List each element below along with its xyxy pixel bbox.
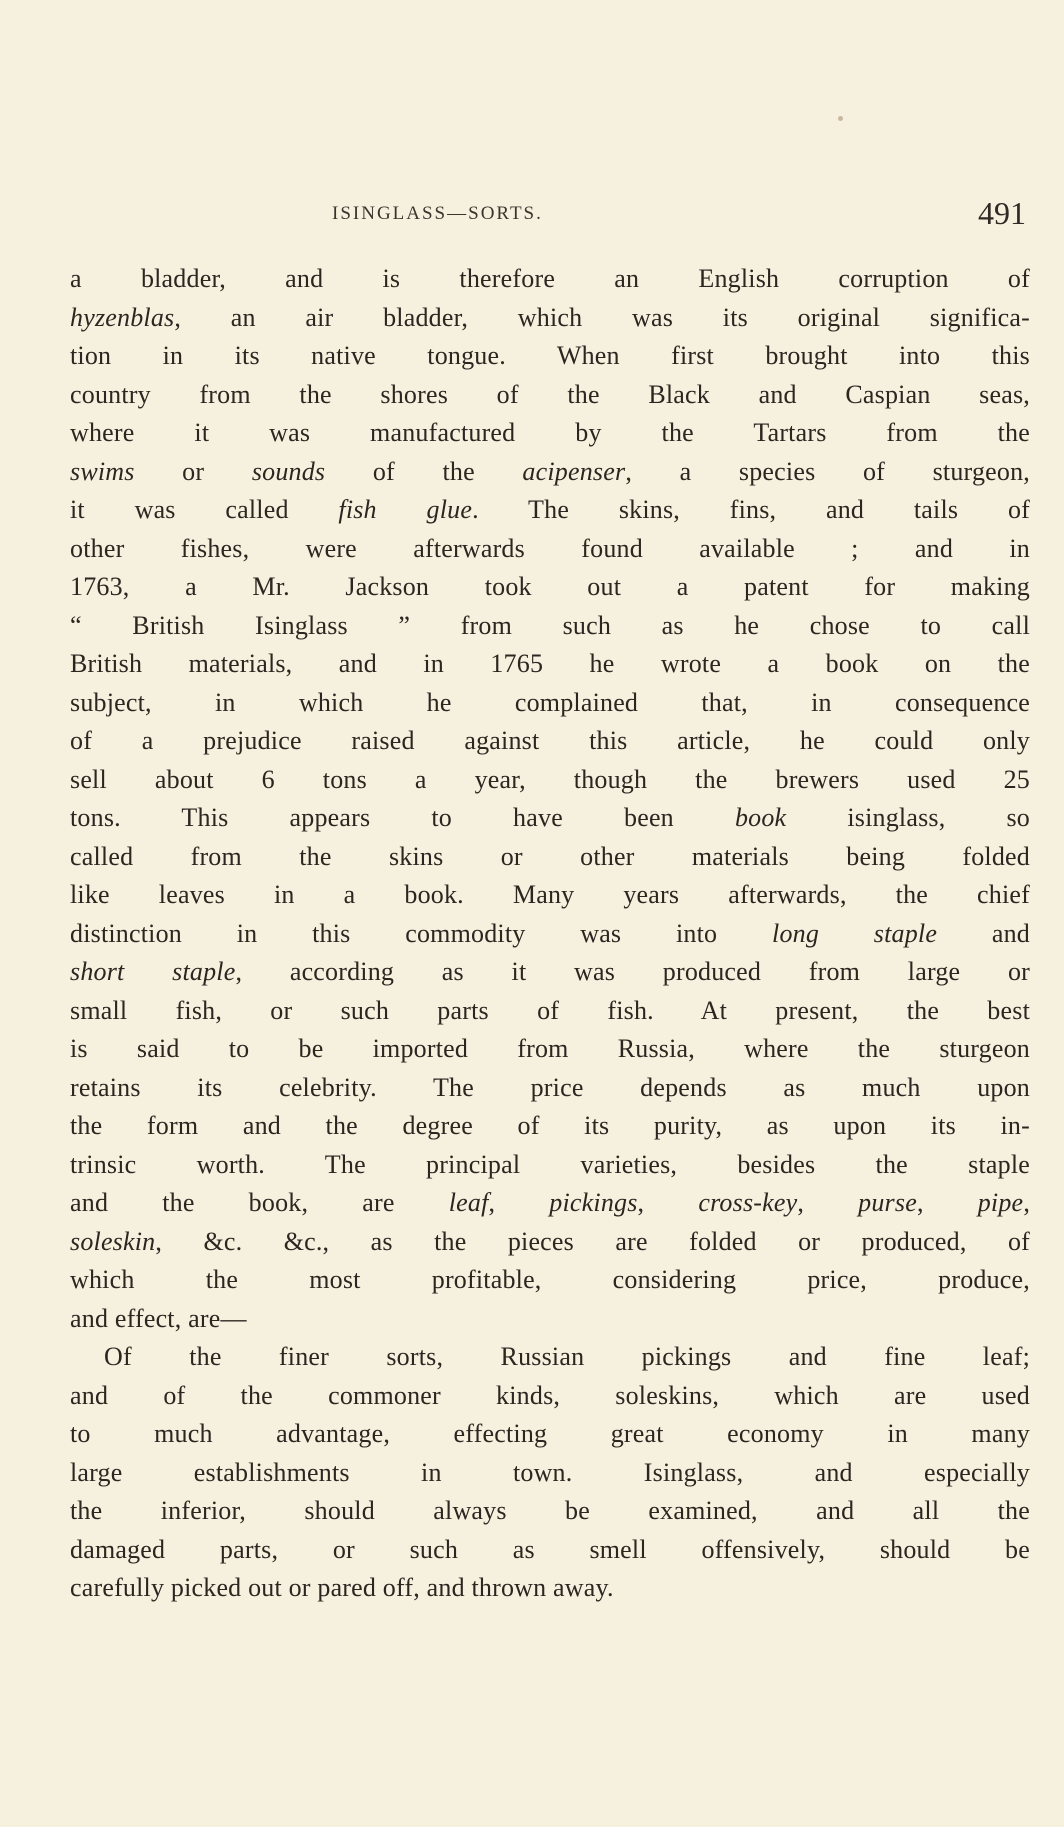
- text-run: carefully picked out or pared off, and thrown away.: [70, 1573, 614, 1602]
- text-line: [70, 722, 1030, 761]
- paragraph: [70, 1338, 1030, 1608]
- italic-term: leaf: [448, 1188, 489, 1217]
- page-number: 491: [978, 195, 1026, 231]
- text-run: retains its celebrity. The price depends as much upon: [70, 1072, 1030, 1102]
- text-line: [70, 1223, 1030, 1262]
- text-run: damaged parts, or such as smell offensively, should be: [70, 1534, 1030, 1564]
- text-line: [70, 1377, 1030, 1416]
- text-line: [70, 1107, 1030, 1146]
- text-line: [70, 799, 1030, 838]
- text-run: 1763, a Mr. Jackson took out a patent for making: [70, 572, 1030, 601]
- running-head: ISINGLASS—SORTS.: [332, 203, 543, 224]
- text-run: large establishments in town. Isinglass, and especially: [70, 1457, 1030, 1487]
- text-line: [70, 761, 1030, 800]
- text-run: trinsic worth. The principal varieties, besides the staple: [70, 1149, 1030, 1179]
- paper-speck: [838, 116, 843, 121]
- text-line: [70, 953, 1030, 992]
- italic-term: pickings: [549, 1188, 638, 1217]
- text-line: [70, 568, 1030, 607]
- text-run: where it was manufactured by the Tartars from the: [70, 418, 1030, 447]
- italic-term: long staple: [772, 918, 938, 948]
- text-run: , &c. &c., as the pieces are folded or produced, of: [155, 1226, 1030, 1256]
- text-line: [70, 299, 1030, 338]
- italic-term: sounds: [251, 456, 326, 486]
- text-line: [70, 1531, 1030, 1570]
- text-run: British materials, and in 1765 he wrote a book on the: [70, 649, 1030, 678]
- text-line: [70, 1146, 1030, 1185]
- text-line: [70, 645, 1030, 684]
- text-run: ,: [797, 1188, 859, 1217]
- italic-term: short staple: [70, 957, 236, 986]
- text-line: [70, 1569, 1030, 1608]
- text-run: other fishes, were afterwards found available ; and in: [70, 533, 1030, 563]
- text-run: tons. This appears to have been: [70, 803, 735, 832]
- italic-term: soleskin: [70, 1226, 156, 1256]
- text-line: [70, 876, 1030, 915]
- text-line: [70, 915, 1030, 954]
- body-text: [70, 260, 1030, 1608]
- text-run: country from the shores of the Black and Caspian seas,: [70, 379, 1030, 409]
- text-run: Of the finer sorts, Russian pickings and fine leaf;: [104, 1342, 1030, 1371]
- text-run: it was called: [70, 495, 339, 524]
- italic-term: acipenser: [522, 456, 626, 486]
- italic-term: pipe: [977, 1188, 1024, 1217]
- text-line: [70, 1300, 1030, 1339]
- text-run: tion in its native tongue. When first brought into this: [70, 341, 1030, 370]
- text-line: [70, 1492, 1030, 1531]
- text-line: [70, 1069, 1030, 1108]
- italic-term: cross-key: [698, 1188, 798, 1217]
- text-run: and effect, are—: [70, 1303, 247, 1333]
- italic-term: book: [734, 803, 787, 832]
- text-run: sell about 6 tons a year, though the brewers used 25: [70, 764, 1030, 794]
- text-run: ,: [637, 1188, 699, 1217]
- text-run: and of the commoner kinds, soleskins, which are used: [70, 1380, 1030, 1410]
- italic-term: purse: [858, 1188, 917, 1217]
- text-run: subject, in which he complained that, in consequence: [70, 687, 1030, 717]
- text-line: [70, 1184, 1030, 1223]
- text-run: which the most profitable, considering price, produce,: [70, 1265, 1030, 1294]
- text-line: [70, 337, 1030, 376]
- text-line: [70, 453, 1030, 492]
- text-line: [70, 260, 1030, 299]
- text-line: [70, 992, 1030, 1031]
- italic-term: swims: [70, 456, 135, 486]
- text-run: is said to be imported from Russia, where the sturgeon: [70, 1034, 1030, 1063]
- text-run: and the book, are: [70, 1188, 449, 1217]
- text-run: “ British Isinglass ” from such as he chose to call: [70, 610, 1030, 640]
- text-line: [70, 607, 1030, 646]
- text-line: [70, 414, 1030, 453]
- paragraph: [70, 260, 1030, 1338]
- text-line: [70, 1030, 1030, 1069]
- text-line: [70, 1454, 1030, 1493]
- text-run: , an air bladder, which was its original significa-: [174, 302, 1030, 332]
- text-run: , according as it was produced from large or: [235, 957, 1031, 986]
- text-run: to much advantage, effecting great economy in many: [70, 1419, 1030, 1448]
- text-run: . The skins, fins, and tails of: [472, 495, 1030, 524]
- text-line: [70, 1415, 1030, 1454]
- text-line: [70, 491, 1030, 530]
- page-header: [70, 195, 1040, 235]
- text-line: [70, 530, 1030, 569]
- text-run: a bladder, and is therefore an English corruption of: [70, 264, 1030, 293]
- text-line: [70, 1338, 1030, 1377]
- text-line: [70, 1261, 1030, 1300]
- text-run: the form and the degree of its purity, as upon its in-: [70, 1111, 1030, 1140]
- italic-term: fish glue: [338, 495, 473, 524]
- text-line: [70, 838, 1030, 877]
- text-line: [70, 376, 1030, 415]
- text-line: [70, 684, 1030, 723]
- text-run: of the: [325, 456, 523, 486]
- text-run: distinction in this commodity was into: [70, 918, 773, 948]
- text-run: , a species of sturgeon,: [625, 456, 1030, 486]
- text-run: the inferior, should always be examined, and all the: [70, 1496, 1030, 1525]
- text-run: or: [134, 456, 252, 486]
- text-run: ,: [1023, 1188, 1031, 1217]
- italic-term: hyzenblas: [70, 302, 175, 332]
- text-run: isinglass, so: [786, 803, 1031, 832]
- text-run: of a prejudice raised against this article, he could only: [70, 726, 1030, 755]
- text-run: ,: [916, 1188, 978, 1217]
- text-run: small fish, or such parts of fish. At present, the best: [70, 995, 1030, 1025]
- text-run: and: [937, 918, 1031, 948]
- text-run: like leaves in a book. Many years afterwards, the chief: [70, 880, 1030, 909]
- text-run: called from the skins or other materials being folded: [70, 841, 1030, 871]
- text-run: ,: [488, 1188, 550, 1217]
